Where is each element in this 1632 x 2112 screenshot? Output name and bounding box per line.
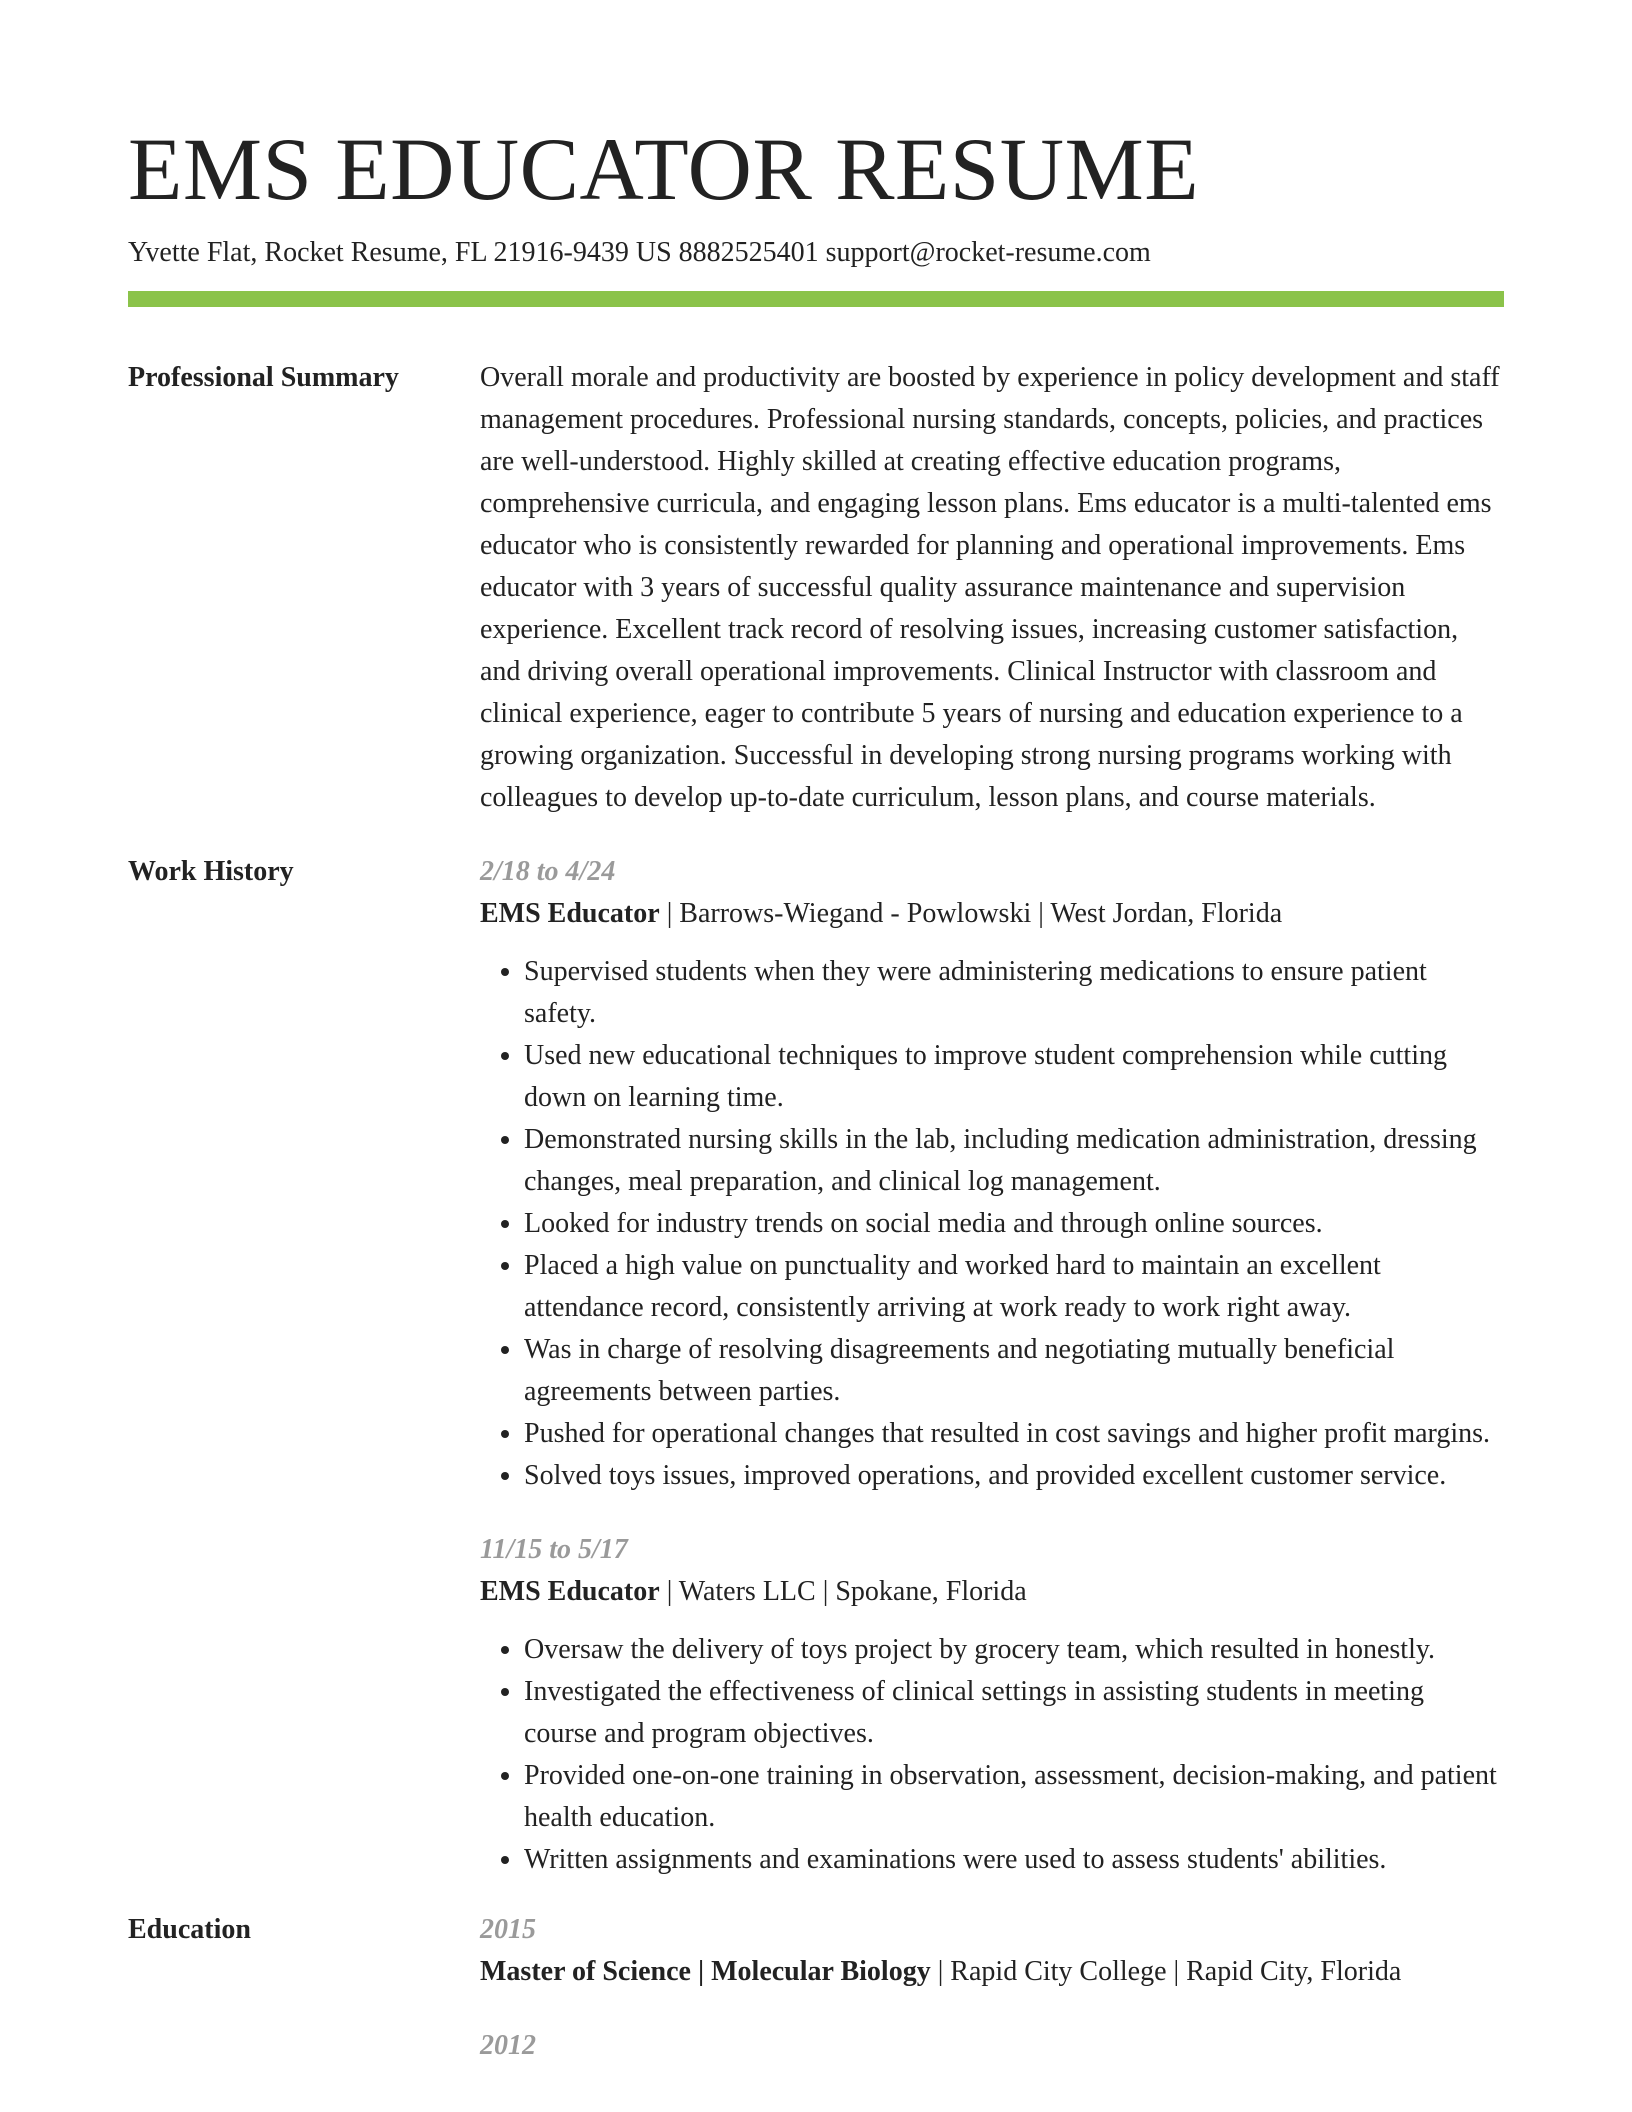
education-school-location: | Rapid City College | Rapid City, Florida: [930, 1956, 1402, 1987]
section-label-summary: Professional Summary: [128, 362, 399, 393]
education-year: 2012: [480, 2030, 536, 2061]
job-bullet: • Investigated the effectiveness of clinical settings in assisting students in meeting course and program objectives.: [524, 1671, 1504, 1755]
job-bullet: • Demonstrated nursing skills in the lab, including medication administration, dressing changes, meal preparation, and clinical log management.: [524, 1119, 1504, 1203]
job-entry: [480, 851, 1504, 1497]
education-section: [128, 1909, 1504, 2067]
job-bullet: • Written assignments and examinations were used to assess students' abilities.: [524, 1839, 1504, 1881]
summary-body: [480, 357, 1504, 819]
job-employer-location: | Barrows-Wiegand - Powlowski | West Jordan, Florida: [659, 898, 1283, 929]
job-bullet: • Looked for industry trends on social media and through online sources.: [524, 1203, 1504, 1245]
education-entry: [480, 1909, 1504, 1993]
accent-divider: [128, 291, 1504, 307]
education-degree-line: [480, 1951, 1504, 1993]
job-employer-location: | Waters LLC | Spokane, Florida: [659, 1576, 1027, 1607]
job-role-line: [480, 893, 1504, 935]
job-bullet: • Solved toys issues, improved operations, and provided excellent customer service.: [524, 1455, 1504, 1497]
job-bullet: • Placed a high value on punctuality and worked hard to maintain an excellent attendance record, consistently arriving at work ready to work right away.: [524, 1245, 1504, 1329]
education-entry: [480, 2025, 1504, 2067]
job-bullet: • Oversaw the delivery of toys project by grocery team, which resulted in honestly.: [524, 1629, 1504, 1671]
job-bullets: [480, 951, 1504, 1497]
section-label-work-history: Work History: [128, 856, 294, 887]
job-title: EMS Educator: [480, 898, 660, 929]
work-history-section: [128, 851, 1504, 1881]
job-bullets: [480, 1629, 1504, 1881]
education-degree: Master of Science | Molecular Biology: [480, 1956, 931, 1987]
summary-text: Overall morale and productivity are boosted by experience in policy development and staff management procedures. Professional nursing standards, concepts, policies, and practices are well-understood. Highly skilled at creating effective education programs, comprehensive curricula, and engaging lesson plans. Ems educator is a multi-talented ems educator who is consistently rewarded for planning and operational improvements. Ems educator with 3 years of successful quality assurance maintenance and supervision experience. Excellent track record of resolving issues, increasing customer satisfaction, and driving overall operational improvements. Clinical Instructor with classroom and clinical experience, eager to contribute 5 years of nursing and education experience to a growing organization. Successful in developing strong nursing programs working with colleagues to develop up-to-date curriculum, lesson plans, and course materials.: [480, 362, 1500, 813]
resume-title: EMS EDUCATOR RESUME: [128, 121, 1200, 219]
education-year: 2015: [480, 1914, 536, 1945]
professional-summary-section: [128, 357, 1504, 819]
job-bullet: • Used new educational techniques to improve student comprehension while cutting down on learning time.: [524, 1035, 1504, 1119]
job-role-line: [480, 1571, 1504, 1613]
section-label-education: Education: [128, 1914, 251, 1945]
contact-info: Yvette Flat, Rocket Resume, FL 21916-9439 US 8882525401 support@rocket-resume.com: [128, 237, 1151, 268]
job-bullet: • Provided one-on-one training in observation, assessment, decision-making, and patient health education.: [524, 1755, 1504, 1839]
work-history-body: [480, 851, 1504, 1881]
job-dates: 2/18 to 4/24: [480, 856, 616, 887]
job-entry: [480, 1529, 1504, 1881]
job-bullet: • Was in charge of resolving disagreements and negotiating mutually beneficial agreements between parties.: [524, 1329, 1504, 1413]
job-bullet: • Pushed for operational changes that resulted in cost savings and higher profit margins.: [524, 1413, 1504, 1455]
job-title: EMS Educator: [480, 1576, 660, 1607]
education-body: [480, 1909, 1504, 2067]
job-dates: 11/15 to 5/17: [480, 1534, 628, 1565]
resume-page: [128, 0, 1504, 2067]
job-bullet: • Supervised students when they were administering medications to ensure patient safety.: [524, 951, 1504, 1035]
